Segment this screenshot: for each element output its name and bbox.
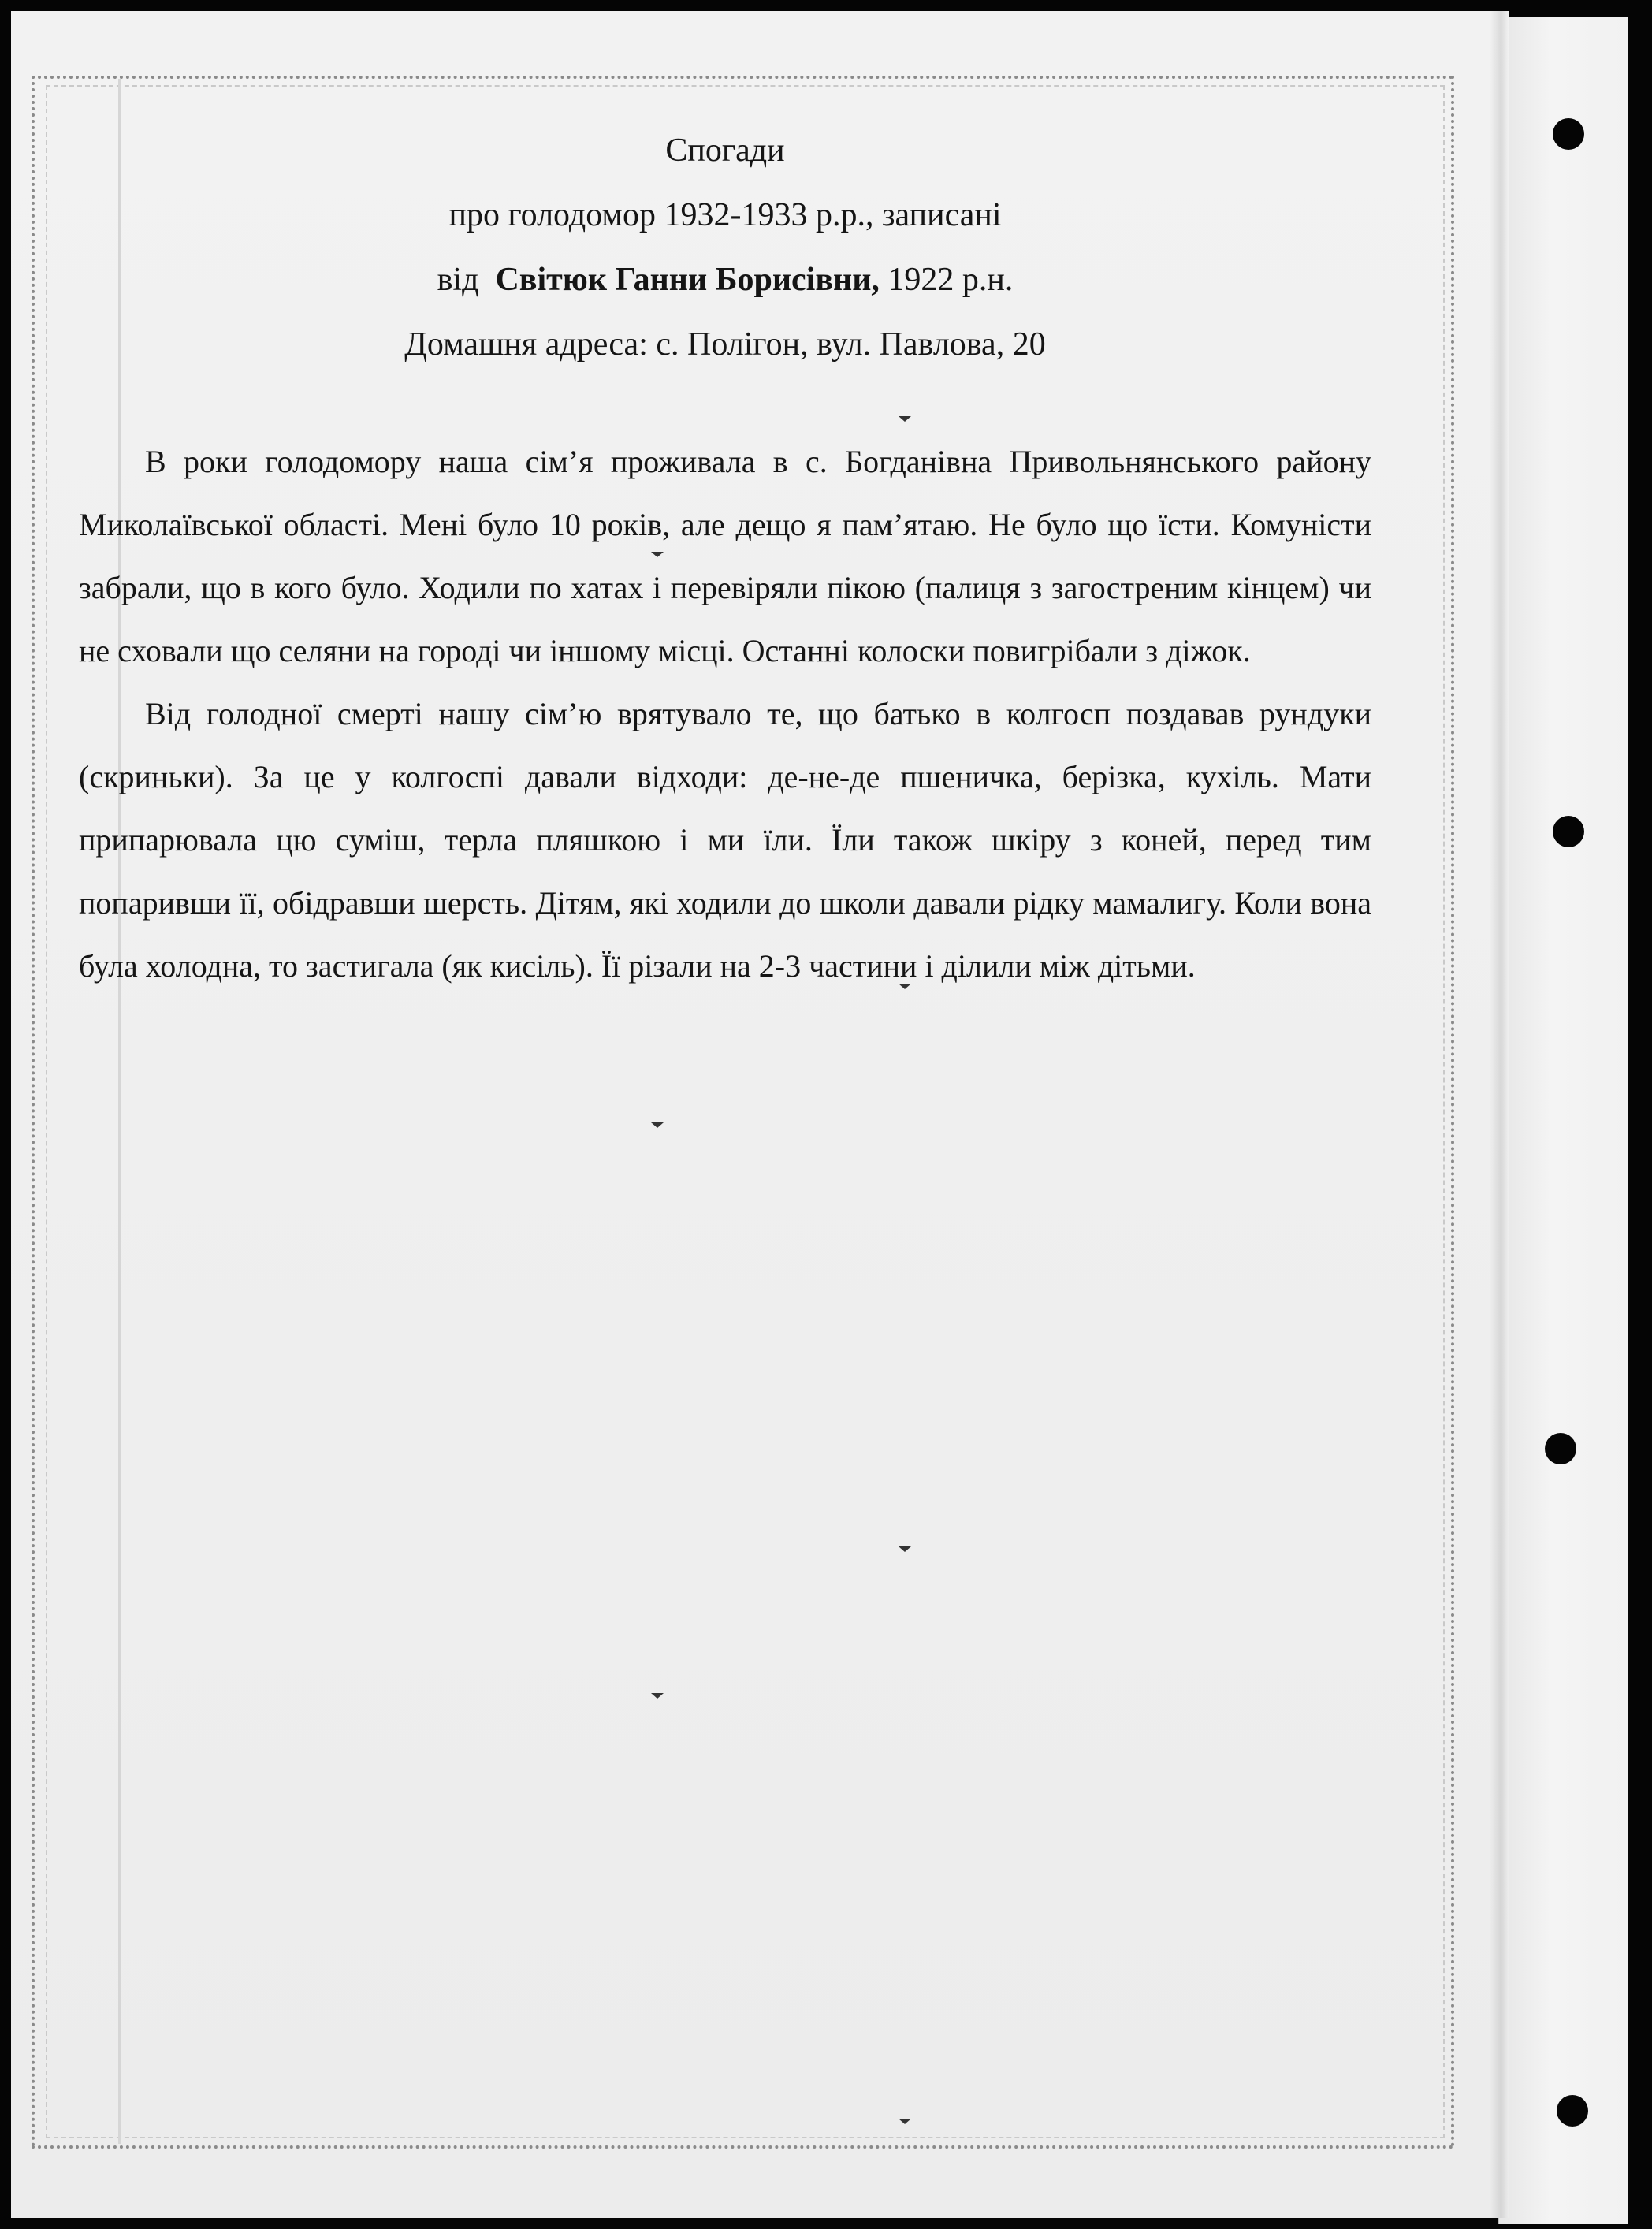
sheet-edge-shadow: [1490, 11, 1509, 2218]
paragraph: Від голодної смерті нашу сім’ю врятувало те, що батько в колгосп поздавав рундуки (скриньки). За це у колгоспі давали відходи: де-не-де пшеничка, берізка, кухіль. Мати припарювала цю суміш, терла пляшкою і ми їли. Їли також шкіру з коней, перед тим попаривши її, обідравши шерсть. Дітям, які ходили до школи давали рідку мамалигу. Коли вона була холодна, то застигала (як кисіль). Її різали на 2-3 частини і ділили між дітьми.: [79, 696, 1371, 984]
informant-prefix: від: [437, 262, 479, 298]
punch-hole-icon: [1557, 2095, 1588, 2127]
informant-line: [79, 247, 1371, 312]
document-subtitle: про голодомор 1932-1933 р.р., записані: [448, 197, 1002, 233]
back-sheet: [1498, 17, 1628, 2224]
punch-hole-icon: [1545, 1433, 1576, 1464]
copy-speck-icon: [651, 1693, 664, 1699]
informant-birth-year: 1922 р.н.: [887, 262, 1014, 298]
document-title: Спогади: [665, 132, 785, 169]
punch-hole-icon: [1553, 816, 1584, 847]
document-header: [79, 118, 1371, 377]
copy-speck-icon: [899, 2119, 911, 2124]
document-body: [79, 118, 1371, 998]
copy-speck-icon: [899, 1546, 911, 1552]
punch-hole-icon: [1553, 118, 1584, 150]
copy-speck-icon: [651, 1122, 664, 1128]
informant-name: Світюк Ганни Борисівни,: [495, 262, 880, 298]
paragraph: В роки голодомору наша сім’я проживала в с. Богданівна Привольнянського району Миколаївської області. Мені було 10 років, але дещо я пам’ятаю. Не було що їсти. Комуністи забрали, що в кого було. Ходили по хатах і перевіряли пікою (палиця з загостреним кінцем) чи не сховали що селяни на городі чи іншому місці. Останні колоски повигрібали з діжок.: [79, 444, 1371, 668]
testimony-text: [79, 430, 1371, 998]
home-address: Домашня адреса: с. Полігон, вул. Павлова, 20: [404, 326, 1046, 363]
